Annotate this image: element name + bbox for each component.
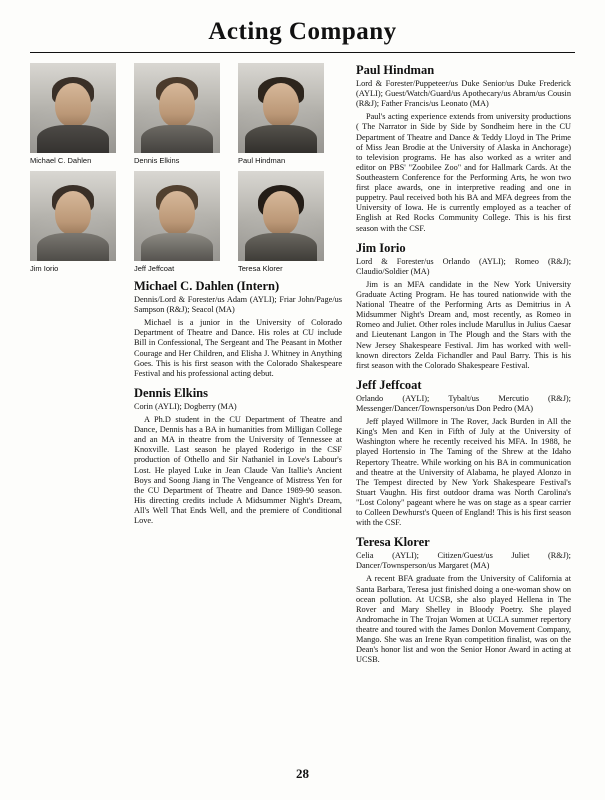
photo-body <box>245 125 317 153</box>
photo-caption: Jim Iorio <box>30 264 59 273</box>
right-column <box>356 63 571 672</box>
bio-text: Paul's acting experience extends from university productions ( The Narrator in Side by Side by Sondheim here in the CU Department of Theatre and Dance & Teddy Lloyd in The Prime of Miss Jean Brodie at the University of Alaska in Anchorage) to television programs. He has also worked as a writer and editor on PBS' "Zoobilee Zoo" and for Hallmark Cards. At the Southeastern Conference for the Performing Arts, he won two first place awards, one in interpretive reading and one in puppetry. Paul received both his BA and MFA degrees from the University of Iowa. He is currently employed as a teacher of English at Red Rocks Community College. This is his first season with the CSF. <box>356 112 571 233</box>
photo-caption: Teresa Klorer <box>238 264 283 273</box>
bio-name: Teresa Klorer <box>356 535 430 550</box>
left-column <box>30 63 342 533</box>
photo-cell <box>238 171 342 273</box>
page-title: Acting Company <box>208 18 397 45</box>
bio-roles: Orlando (AYLI); Tybalt/us Mercutio (R&J); Messenger/Dancer/Townsperson/us Don Pedro (MA) <box>356 393 571 413</box>
portrait-photo <box>238 171 324 261</box>
portrait-photo <box>134 171 220 261</box>
photo-body <box>245 233 317 261</box>
bio-entry-paul-hindman <box>356 63 571 234</box>
title-divider <box>30 52 575 53</box>
bio-entry-jeff-jeffcoat <box>356 378 571 528</box>
photo-grid <box>30 63 342 279</box>
portrait-photo <box>30 171 116 261</box>
bio-text: A Ph.D student in the CU Department of Theatre and Dance, Dennis has a BA in humanities from Milligan College and an MA in theatre from the University of Tennessee at Knoxville. Last season he played Roderigo in the CSF production of Othello and Sir Nathaniel in Love's Labour's Lost. He played Luke in Jean Claude Van Itallie's Ancient Boys and Soong Jiang in The Vengeance of Mistress Yen for the CU Department of Theatre and Dance 1989-90 season. His directing credits include A Midsummer Night's Dream, All's Well That Ends Well, and the premiere of Conditional Love. <box>134 414 342 526</box>
bio-name: Michael C. Dahlen (Intern) <box>134 279 280 293</box>
bio-name: Paul Hindman <box>356 63 435 77</box>
photo-caption: Paul Hindman <box>238 156 286 165</box>
bio-entry-jim-iorio <box>356 241 571 371</box>
bio-name: Jim Iorio <box>356 240 406 255</box>
bio-roles: Lord & Forester/Puppeteer/us Duke Senior/us Duke Frederick (AYLI); Guest/Watch/Guard/us Apothecary/us Abram/us Cousin (R&J); Father Francis/us Leonato (MA) <box>356 79 571 109</box>
photo-head <box>159 191 195 235</box>
photo-head <box>263 83 299 127</box>
bio-roles: Corin (AYLI); Dogberry (MA) <box>134 401 237 411</box>
photo-caption: Michael C. Dahlen <box>30 156 92 165</box>
photo-head <box>55 191 91 235</box>
portrait-photo <box>238 63 324 153</box>
bio-text: Jim is an MFA candidate in the New York University Graduate Acting Program. He has toured nationwide with the National Theatre of the Performing Arts as Demitrius in A Midsummer Night's Dream and, most recently, as Romeo in Romeo and Juliet. Other roles include Marullus in Julius Caesar and Lieutenant Langon in The Plough and the Stars with the New Jersey Shakespeare Festival. Jim has worked with well-known directors Zelda Fichandler and Paul Barry. This is his first season with the Colorado Shakespeare Festival. <box>356 279 571 370</box>
portrait-photo <box>30 63 116 153</box>
photo-body <box>37 125 109 153</box>
bio-name: Jeff Jeffcoat <box>356 377 422 392</box>
content-columns <box>30 63 575 672</box>
photo-caption: Jeff Jeffcoat <box>134 264 175 273</box>
left-bios <box>30 279 342 526</box>
photo-cell <box>30 171 134 273</box>
bio-roles: Celia (AYLI); Citizen/Guest/us Juliet (R&J); Dancer/Townsperson/us Margaret (MA) <box>356 551 571 571</box>
photo-head <box>159 83 195 127</box>
photo-cell <box>30 63 134 165</box>
bio-entry-dennis-elkins <box>134 386 342 526</box>
photo-head <box>263 191 299 235</box>
photo-body <box>141 125 213 153</box>
bio-text: Jeff played Willmore in The Rover, Jack Burden in All the King's Men and Ken in Fifth of July at the University of Washington where he recently received his MFA. In 1988, he played Hortensio in The Taming of the Shrew at the Idaho Repertory Theatre. While working on his BA in communication and theatre at the University of Alabama, he played Alonzo in The Tempest directed by New York Shakespeare Festival's Stuart Vaughn. His first outdoor drama was North Carolina's "Lost Colony" pageant where he was on stage as a spear carrier to Colleen Dewhurst's Queen of England! This is his first season with the CSF. <box>356 417 571 528</box>
photo-caption: Dennis Elkins <box>134 156 180 165</box>
photo-cell <box>134 63 238 165</box>
bio-roles: Lord & Forester/us Orlando (AYLI); Romeo (R&J); Claudio/Soldier (MA) <box>356 256 571 276</box>
bio-text: Michael is a junior in the University of Colorado Department of Theatre and Dance. His roles at CU include Bill in Confessional, The Sergeant and The Peasant in Mother Courage and Her Children, and Elisha J. Whitney in Anything Goes. This is his first season with the Colorado Shakespeare Festival and his professional acting debut. <box>134 318 342 378</box>
photo-body <box>141 233 213 261</box>
page-number: 28 <box>296 766 309 781</box>
photo-head <box>55 83 91 127</box>
bio-name: Dennis Elkins <box>134 385 208 400</box>
photo-body <box>37 233 109 261</box>
portrait-photo <box>134 63 220 153</box>
bio-entry-michael-c-dahlen <box>134 279 342 379</box>
photo-cell <box>134 171 238 273</box>
photo-cell <box>238 63 342 165</box>
bio-entry-teresa-klorer <box>356 535 571 665</box>
bio-text: A recent BFA graduate from the University of California at Santa Barbara, Teresa just finished doing a one-woman show on ocean pollution. At UCSB, she also played Hellena in The Rover and Mary Shelley in Bloody Poetry. She played Andromache in The Trojan Women at UCLA summer repertory theatre and toured with the James Donlon Movement Company, Mango. She was an Irene Ryan competition finalist, was on the Dean's honor list and won the Senior Honor Award in acting at UCSB. <box>356 574 571 665</box>
bio-roles: Dennis/Lord & Forester/us Adam (AYLI); Friar John/Page/us Sampson (R&J); Seacol (MA) <box>134 295 342 315</box>
